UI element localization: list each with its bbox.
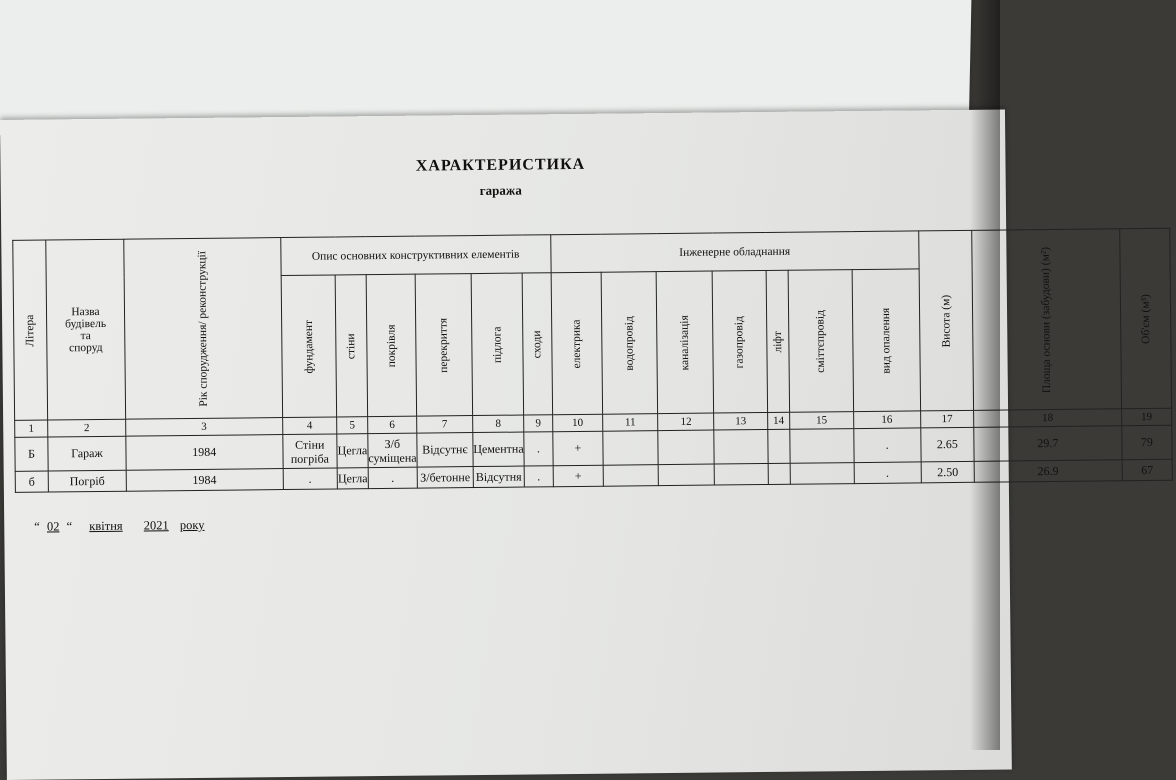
cell-hazoprovid	[715, 463, 768, 485]
cell-elektryka: +	[553, 465, 603, 487]
cell-vysota: 2.65	[920, 427, 974, 462]
cell-skhody: .	[524, 432, 553, 466]
header-name: Назва будівель та споруд	[46, 239, 126, 420]
cell-name: Гараж	[48, 436, 126, 471]
header-vyd-opalennia: вид опалення	[852, 269, 920, 412]
cell-kanalizatsiia	[658, 464, 714, 486]
cell-kanalizatsiia	[658, 430, 714, 465]
cell-obiem: 79	[1121, 425, 1172, 460]
header-stiny: стіни	[335, 275, 367, 417]
cell-ploshcha: 29.7	[974, 426, 1122, 462]
cell-litera: б	[15, 471, 48, 492]
col-number: 19	[1121, 408, 1172, 426]
cell-year: 1984	[126, 469, 283, 492]
cell-pokrivlia: .	[368, 467, 417, 489]
header-fundament: фундамент	[281, 275, 337, 418]
col-number: 14	[767, 412, 790, 429]
col-number: 16	[853, 411, 920, 429]
document-date	[34, 518, 208, 535]
col-number: 2	[48, 419, 126, 437]
header-perekryttia: перекриття	[415, 274, 472, 417]
col-number: 18	[974, 409, 1121, 428]
header-pidloha: підлога	[471, 273, 524, 416]
cell-vyd-opalennia: .	[854, 462, 921, 484]
date-suffix: року	[179, 517, 205, 533]
header-lift: ліфт	[766, 270, 790, 412]
cell-pidloha: Відсутня	[473, 466, 525, 488]
header-inzh: Інженерне обладнання	[551, 231, 919, 273]
cell-stiny: Цегла	[337, 468, 368, 489]
cell-lift	[767, 429, 790, 463]
date-day: 02	[46, 519, 60, 534]
header-hazoprovid: газопровід	[713, 270, 768, 413]
date-quote-close: “	[66, 519, 73, 534]
cell-pokrivlia: З/б суміщена	[368, 433, 418, 468]
cell-obiem: 67	[1122, 459, 1173, 481]
header-kanalizatsiia: каналізація	[656, 271, 714, 414]
header-elektryka: електрика	[551, 272, 602, 415]
col-number: 6	[367, 416, 416, 434]
date-month: квітня	[89, 518, 123, 534]
header-skhody: сходи	[522, 273, 552, 415]
col-number: 9	[524, 415, 553, 432]
col-number: 15	[790, 412, 854, 430]
cell-vysota: 2.50	[921, 461, 975, 483]
cell-litera: Б	[15, 437, 48, 471]
cell-smittieprovid	[790, 429, 854, 464]
cell-elektryka: +	[553, 431, 603, 466]
cell-fundament: .	[283, 468, 338, 490]
cell-hazoprovid	[714, 429, 768, 464]
col-number: 7	[417, 416, 473, 434]
col-number: 12	[658, 413, 714, 431]
cell-perekryttia: Відсутнє	[417, 433, 473, 468]
col-number: 10	[552, 414, 602, 432]
col-number: 5	[337, 417, 368, 434]
cell-vodoprovid	[603, 431, 659, 466]
header-obiem: Об'єм (м³)	[1119, 228, 1172, 409]
header-litera: Літера	[13, 240, 48, 420]
cell-stiny: Цегла	[337, 434, 368, 468]
col-number: 4	[282, 417, 337, 435]
document-title: ХАРАКТЕРИСТИКА	[415, 155, 586, 175]
header-year: Рік спорудження/ реконструкції	[124, 238, 283, 420]
cell-lift	[768, 463, 791, 484]
cell-smittieprovid	[790, 463, 854, 485]
header-vysota: Висота (м)	[918, 230, 973, 411]
cell-name: Погріб	[48, 470, 126, 492]
header-ploshcha: Площа основи (забудови) (м²)	[972, 229, 1121, 411]
date-quote-open: “	[34, 519, 40, 534]
date-year: 2021	[143, 518, 169, 533]
document-subtitle: гаража	[479, 182, 522, 198]
cell-perekryttia: З/бетонне	[417, 467, 473, 489]
col-number: 11	[602, 414, 658, 432]
header-smittieprovid: сміттєпровід	[788, 270, 853, 413]
document-page	[0, 109, 1154, 779]
col-number: 13	[714, 412, 767, 430]
cell-year: 1984	[126, 435, 283, 471]
cell-ploshcha: 26.9	[974, 460, 1122, 483]
col-number: 8	[472, 415, 524, 433]
cell-pidloha: Цементна	[473, 432, 525, 467]
col-number: 17	[920, 410, 974, 428]
header-pokrivlia: покрівля	[366, 274, 417, 417]
header-vodoprovid: водопровід	[601, 272, 658, 415]
cell-fundament: Стіни погріба	[282, 434, 337, 469]
cell-vyd-opalennia: .	[854, 428, 921, 463]
page-edge-shadow	[970, 0, 1000, 750]
col-number: 1	[15, 420, 48, 437]
cell-vodoprovid	[603, 465, 659, 487]
cell-skhody: .	[524, 466, 553, 487]
header-opys: Опис основних конструктивних елементів	[280, 235, 551, 276]
col-number: 3	[126, 418, 283, 437]
